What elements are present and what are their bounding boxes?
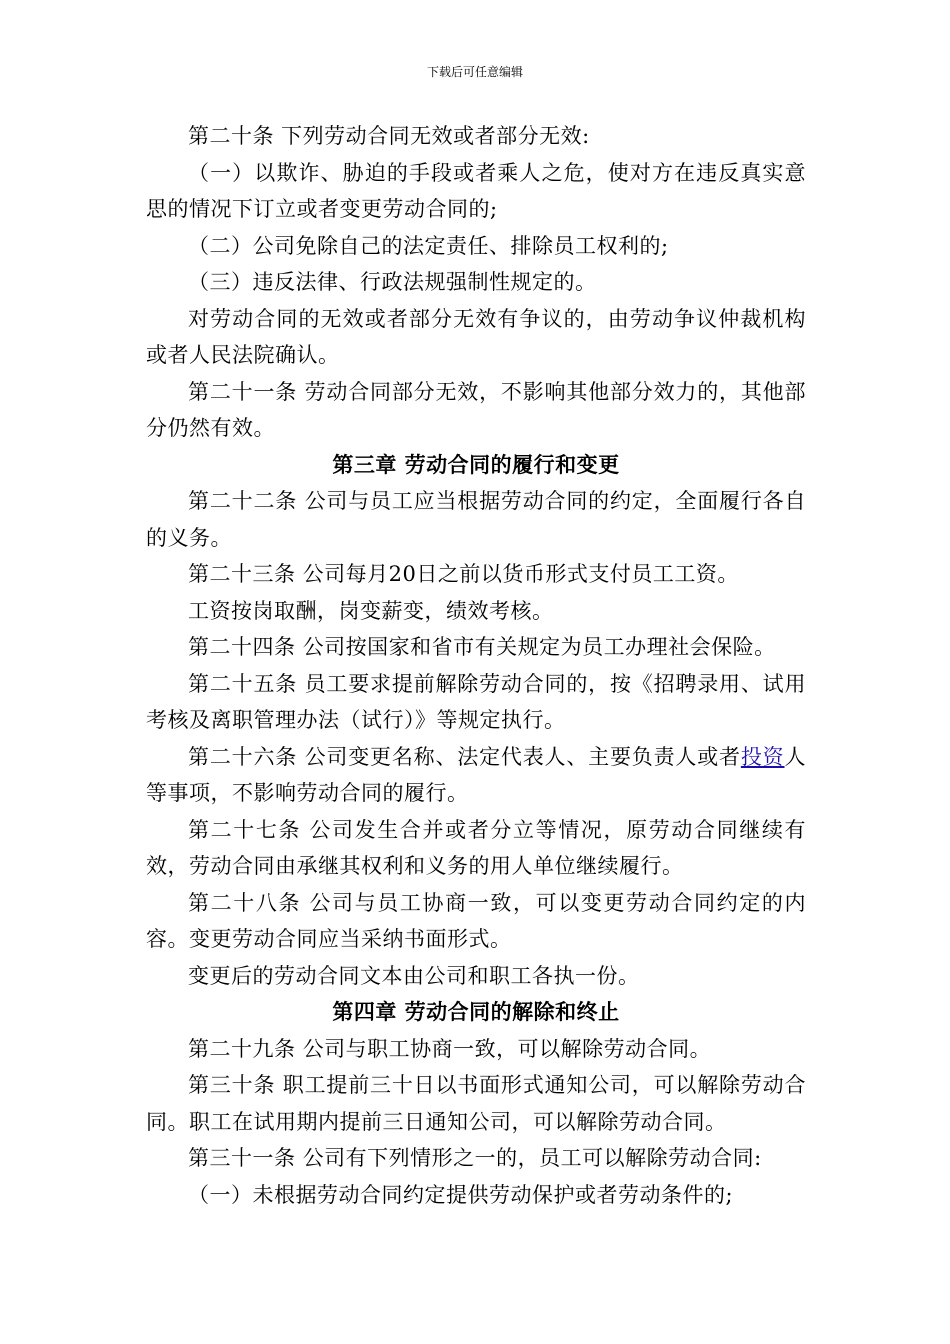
article-25: 第二十五条 员工要求提前解除劳动合同的，按《招聘录用、试用考核及离职管理办法（试行）》等规定执行。: [146, 671, 806, 732]
article-26-text-end: 人等事项，不影响劳动合同的履行。: [146, 744, 806, 805]
article-28-copies: 变更后的劳动合同文本由公司和职工各执一份。: [188, 963, 640, 988]
article-23-salary: 工资按岗取酬，岗变薪变，绩效考核。: [188, 598, 554, 623]
article-30: 第三十条 职工提前三十日以书面形式通知公司，可以解除劳动合同。职工在试用期内提前三日通知公司，可以解除劳动合同。: [146, 1073, 806, 1134]
article-27: 第二十七条 公司发生合并或者分立等情况，原劳动合同继续有效，劳动合同由承继其权利和义务的用人单位继续履行。: [146, 817, 806, 878]
article-28: 第二十八条 公司与员工协商一致，可以变更劳动合同约定的内容。变更劳动合同应当采纳书面形式。: [146, 890, 806, 951]
article-21: 第二十一条 劳动合同部分无效，不影响其他部分效力的，其他部分仍然有效。: [146, 379, 806, 440]
chapter-3-heading: 第三章 劳动合同的履行和变更: [332, 452, 620, 477]
chapter-4-heading: 第四章 劳动合同的解除和终止: [332, 1000, 620, 1024]
document-body: [146, 118, 806, 1213]
article-26: [146, 739, 806, 812]
article-23: 第二十三条 公司每月20日之前以货币形式支付员工工资。: [188, 562, 739, 586]
investment-link[interactable]: 投资: [740, 744, 785, 769]
article-31-item-1: （一）未根据劳动合同约定提供劳动保护或者劳动条件的;: [188, 1182, 734, 1207]
page-header: 下载后可任意编辑: [426, 65, 523, 79]
article-22: 第二十二条 公司与员工应当根据劳动合同的约定，全面履行各自的义务。: [146, 489, 806, 550]
article-20: 第二十条 下列劳动合同无效或者部分无效:: [188, 124, 590, 148]
article-26-text-start: 第二十六条 公司变更名称、法定代表人、主要负责人或者: [188, 744, 741, 769]
article-20-dispute: 对劳动合同的无效或者部分无效有争议的，由劳动争议仲裁机构或者人民法院确认。: [146, 306, 806, 367]
article-24: 第二十四条 公司按国家和省市有关规定为员工办理社会保险。: [188, 635, 776, 659]
article-20-item-3: （三）违反法律、行政法规强制性规定的。: [188, 270, 597, 294]
article-31: 第三十一条 公司有下列情形之一的，员工可以解除劳动合同:: [188, 1146, 762, 1170]
article-20-item-2: （二）公司免除自己的法定责任、排除员工权利的;: [188, 233, 669, 258]
article-20-item-1: （一）以欺诈、胁迫的手段或者乘人之危，使对方在违反真实意思的情况下订立或者变更劳动合同的;: [146, 160, 806, 221]
article-29: 第二十九条 公司与职工协商一致，可以解除劳动合同。: [188, 1036, 712, 1061]
